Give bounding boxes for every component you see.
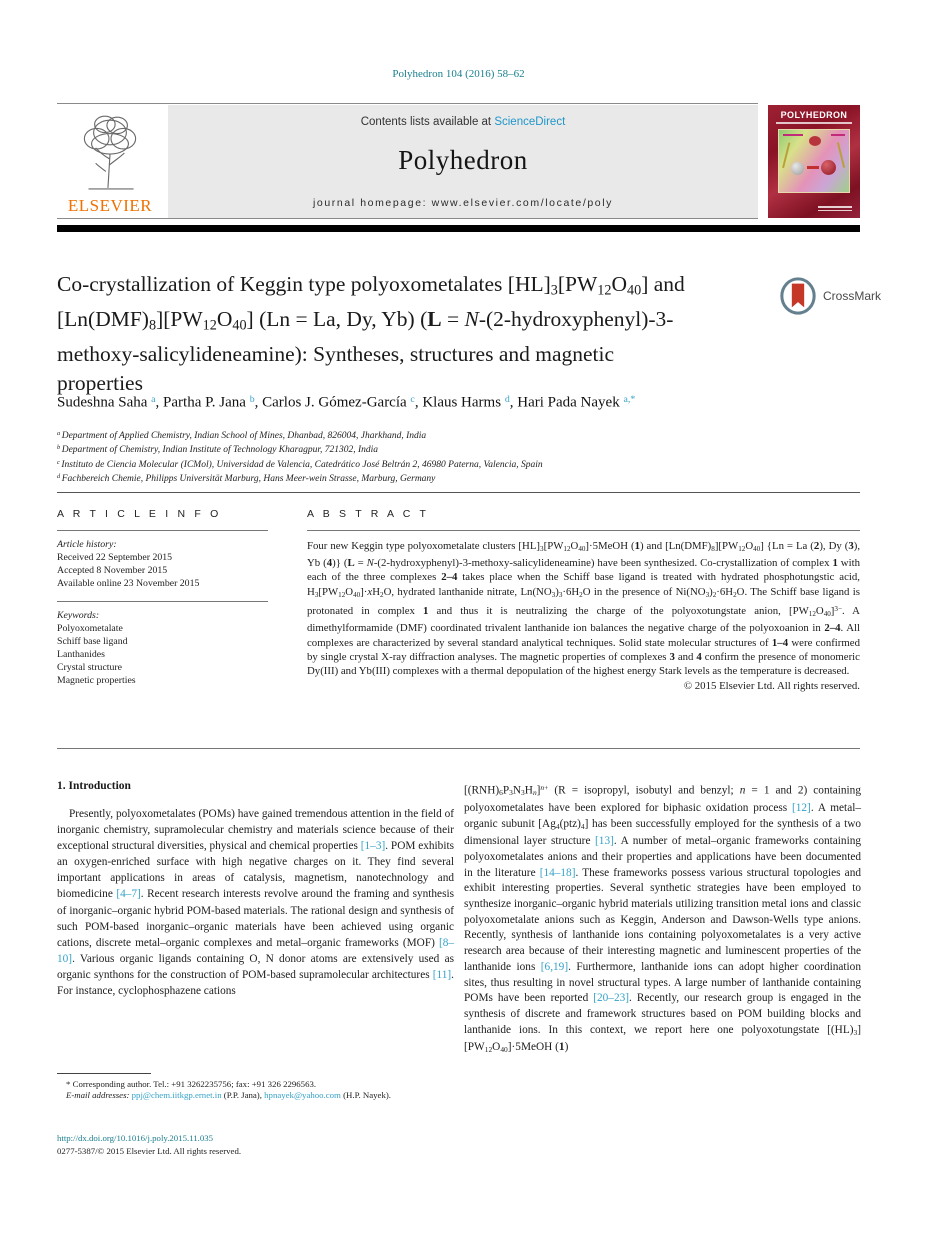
journal-banner xyxy=(168,105,758,218)
inline-link[interactable]: [14–18] xyxy=(539,866,576,879)
affiliation-b: $^b$ Department of Chemistry, Indian Institute of Technology Kharagpur, 721302, India xyxy=(57,444,379,456)
affiliation-d: $^d$ Fachbereich Chemie, Philipps Universität Marburg, Hans Meer-wein Strasse, Marburg, Germany xyxy=(57,472,436,484)
affiliation-c: $^c$ Instituto de Ciencia Molecular (ICMol), Universidad de Valencia, Catedrático José Beltrán 2, 46980 Paterna, Valencia, Spain xyxy=(57,458,543,470)
cover-caption-left xyxy=(783,134,803,136)
inline-link[interactable]: [13] xyxy=(595,835,614,848)
cover-red-sphere xyxy=(821,160,836,175)
abstract-column xyxy=(307,508,860,692)
section-heading-introduction: 1. Introduction xyxy=(57,780,131,792)
crossmark-label: CrossMark xyxy=(823,289,882,303)
abstract-text: Four new Keggin type polyoxometalate clusters $[HL]_3[PW_{12}O_{40}]\cdot 5MeOH$ (1) and $[Ln(DMF)_8][PW_{12}O_{40}] \{Ln = La$ (2), Dy (3), Yb (4)} (L = N-(2-hydroxyphenyl)-3-methoxy-salicylideneamine) have been synthesized. Co-crystallization of complex 1 with each of the three complexes 2–4 takes place when the Schiff base ligand is treated with hydrated phosphotungstic acid, $H_3[PW_{12}O_{40}]\cdot xH_2O$, hydrated lanthanide nitrate, $Ln(NO_3)_3\cdot 6H_2O$ in the presence of $Ni(NO_3)_2\cdot 6H_2O$. The Schiff base ligand is protonated in complex 1 and thus it is neutralizing the charge of the polyoxotungstate anion, $[PW_{12}O_{40}]^{3-}$. A dimethylformamide (DMF) coordinated trivalent lanthanide ion balances the negative charge of the polyoxoanion in 2–4. All complexes are characterized by several standard analytical techniques. Solid state molecular structures of 1–4 were confirmed by single crystal X-ray diffraction analyses. The magnetic properties of complexes 3 and 4 confirm the presence of monomeric Dy(III) and Yb(III) complexes with a thermal depopulation of the highest energy Stark levels as the temperature is decreased. xyxy=(307,540,861,678)
journal-homepage-link[interactable]: journal homepage: www.elsevier.com/locate/poly xyxy=(312,197,614,209)
abstract-heading: A B S T R A C T xyxy=(307,508,430,520)
header-black-bar xyxy=(57,225,860,232)
article-info-rule xyxy=(57,530,268,531)
keywords-rule xyxy=(57,601,268,602)
history-received: Received 22 September 2015 xyxy=(57,552,173,563)
elsevier-tree-icon xyxy=(74,110,146,194)
cover-molecule-red-cluster xyxy=(809,136,821,146)
inline-link[interactable]: hpnayek@yahoo.com xyxy=(264,1090,341,1101)
inline-link[interactable]: d xyxy=(504,394,510,405)
keyword-item: Schiff base ligand xyxy=(57,636,128,647)
header-bottom-rule xyxy=(57,218,758,219)
elsevier-wordmark: ELSEVIER xyxy=(67,196,153,215)
abstract-rule xyxy=(307,530,860,531)
contents-prefix: Contents lists available at xyxy=(360,116,495,128)
affiliation-a: $^a$ Department of Applied Chemistry, Indian School of Mines, Dhanbad, 826004, Jharkhand, India xyxy=(57,430,427,441)
elsevier-logo[interactable] xyxy=(57,106,163,218)
history-accepted: Accepted 8 November 2015 xyxy=(57,565,168,576)
doi-link[interactable]: http://dx.doi.org/10.1016/j.poly.2015.11.035 xyxy=(57,1133,214,1143)
crossmark-badge[interactable] xyxy=(779,277,882,317)
inline-link[interactable]: [12] xyxy=(792,801,811,814)
journal-title: Polyhedron xyxy=(398,145,528,175)
history-available: Available online 23 November 2015 xyxy=(57,578,200,589)
abstract-copyright: © 2015 Elsevier Ltd. All rights reserved. xyxy=(683,679,860,692)
sciencedirect-link[interactable]: ScienceDirect xyxy=(494,116,566,128)
keyword-item: Magnetic properties xyxy=(57,675,136,686)
inline-link[interactable]: [1–3] xyxy=(360,840,386,853)
inline-link[interactable]: [8–10] xyxy=(57,936,454,965)
inline-link[interactable]: [4–7] xyxy=(116,888,141,901)
author-list: Sudeshna Saha $^a$, Partha P. Jana $^b$, Carlos J. Gómez-García $^c$, Klaus Harms $^d$, Hari Pada Nayek $^{a,*}$ xyxy=(57,394,636,411)
inline-link[interactable]: [20–23] xyxy=(593,992,630,1005)
intro-paragraph-right: $[(RNH)_6P_3N_3H_n]^{n+}$ (R = isopropyl, isobutyl and benzyl; n = 1 and 2) containing polyoxometalates have been explored for biphasic oxidation process [12]. A metal–organic subunit $[Ag_4(ptz)_4]$ has been successfully employed for the synthesis of a two dimensional layer structure [13]. A number of metal–organic frameworks containing polyoxometalates anions and their properties and applications have been documented in the literature [14–18]. These frameworks possess various structural topologies and exhibit interesting properties. Several synthetic strategies have been employed to synthesize inorganic–organic hybrid materials utilizing transition metal ions and classic polyoxometalate anions such as Keggin, Anderson and Dawson-Wells type anions. Recently, synthesis of lanthanide ions containing polyoxometalates is a very active research area because of their interesting magnetic and luminescent properties of the lanthanide ions [6,19]. Furthermore, lanthanide ions can adopt higher coordination sites, thus resulting in novel structural types. A large number of lanthanide containing POMs have been reported [20–23]. Recently, our research group is engaged in the synthesis of discrete and framework structures based on POM building blocks and lanthanide ions. In this context, we report here one polyoxotungstate $[(HL)_3][PW_{12}O_{40}]\cdot 5MeOH$ (1) xyxy=(464,783,862,1055)
cover-arrow-icon xyxy=(807,166,819,169)
footnote-rule xyxy=(57,1073,151,1074)
contents-line xyxy=(168,116,758,128)
inline-link[interactable]: c xyxy=(410,394,415,405)
keyword-item: Crystal structure xyxy=(57,662,123,673)
cover-footer-text xyxy=(818,204,852,211)
cover-journal-name: POLYHEDRON xyxy=(780,110,848,120)
crossmark-icon xyxy=(779,277,817,315)
corresponding-author-note: * Corresponding author. Tel.: +91 3262235756; fax: +91 326 2296563. xyxy=(66,1079,317,1089)
article-info-heading: A R T I C L E I N F O xyxy=(57,508,222,520)
keyword-item: Lanthanides xyxy=(57,649,105,660)
inline-link[interactable]: [11] xyxy=(432,968,452,981)
info-section-top-rule xyxy=(57,492,860,493)
article-history-label: Article history: xyxy=(57,539,117,550)
journal-cover-thumbnail[interactable] xyxy=(768,105,860,218)
keyword-item: Polyoxometalate xyxy=(57,623,123,634)
journal-citation: Polyhedron 104 (2016) 58–62 xyxy=(392,68,525,80)
intro-paragraph-left: Presently, polyoxometalates (POMs) have gained tremendous attention in the field of inorganic chemistry, supramolecular chemistry and materials science because of their exceptional structural diversities, physical and chemical properties [1–3]. POM exhibits an oxygen-enriched surface with high negative charges on it. They find several important applications in areas of catalysis, magnetism, nanotechnology and biomedicine [4–7]. Recent research interests revolve around the framing and synthesis of inorganic–organic hybrid POM-based materials. The rational design and synthesis of such POM-based inorganic–organic materials have been achieved using organic cations, discrete metal–organic complexes and metal–organic frameworks (MOF) [8–10]. Various organic ligands containing O, N donor atoms are extensively used as organic synthons for the construction of POM-based supramolecular architectures [11]. For instance, cyclophosphazene cations xyxy=(57,808,455,998)
inline-link[interactable]: ppj@chem.iitkgp.ernet.in xyxy=(131,1090,222,1101)
article-title: Co-crystallization of Keggin type polyoxometalates $[HL]_3[PW_{12}O_{40}]$ and $[Ln(DMF)_8][PW_{12}O_{40}] (Ln = La$, Dy, Yb) (L = N-(2-hydroxyphenyl)-3- methoxy-salicylideneamine): Syntheses, structures and magnetic properties xyxy=(57,272,685,395)
footnote-block xyxy=(57,1079,457,1101)
cover-artwork xyxy=(778,129,850,193)
cover-subline xyxy=(776,122,852,124)
inline-link[interactable]: b xyxy=(249,394,255,405)
inline-link[interactable]: [6,19] xyxy=(540,960,569,973)
cover-ligand-chain-right xyxy=(837,142,845,168)
body-section-rule xyxy=(57,748,860,749)
issn-copyright-line: 0277-5387/© 2015 Elsevier Ltd. All rights reserved. xyxy=(57,1146,242,1156)
cover-caption-right xyxy=(831,134,845,136)
affiliations xyxy=(57,428,837,485)
email-addresses-note: E-mail addresses: ppj@chem.iitkgp.ernet.in (P.P. Jana), hpnayek@yahoo.com (H.P. Nayek). xyxy=(66,1090,391,1101)
header-top-rule xyxy=(57,103,758,104)
keywords-label: Keywords: xyxy=(57,610,100,621)
inline-link[interactable]: a,* xyxy=(623,394,636,405)
article-info-column xyxy=(57,508,307,687)
inline-link[interactable]: a xyxy=(151,394,156,405)
